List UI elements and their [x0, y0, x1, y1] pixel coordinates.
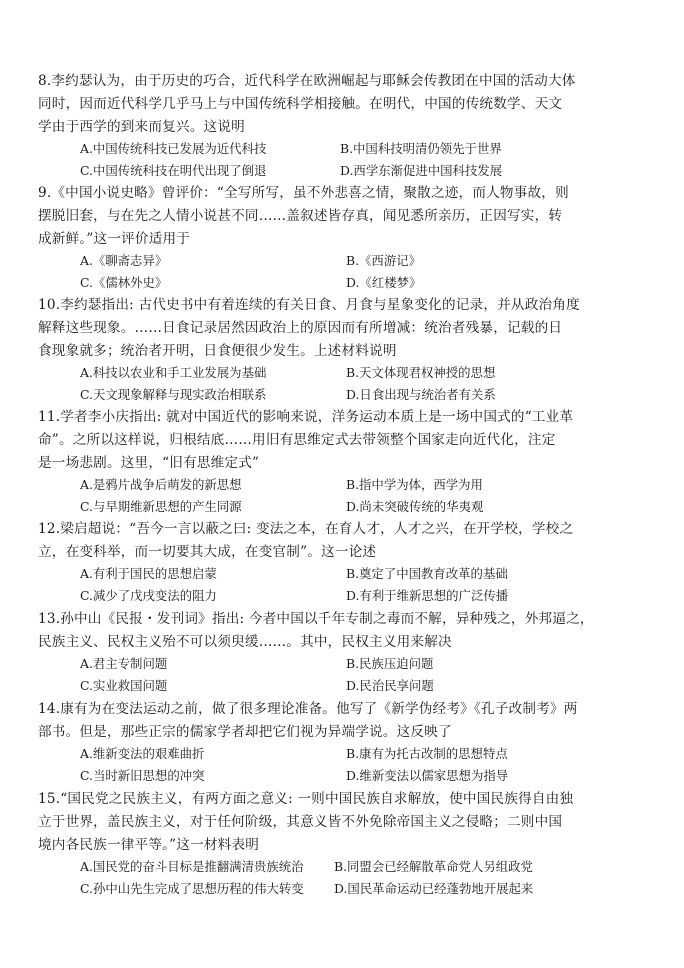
option-d: D.国民革命运动已经蓬勃地开展起来	[334, 881, 534, 896]
question-text-line: 14.康有为在变法运动之前，做了很多理论准备。他写了《新学伪经考》《孔子改制考》两	[38, 701, 578, 717]
option-c: C.实业救国问题	[80, 678, 168, 693]
option-d: D.民治民享问题	[346, 678, 434, 693]
question-text-line: 11.学者李小庆指出: 就对中国近代的影响来说，洋务运动本质上是一场中国式的“工业革	[38, 409, 574, 425]
question-text-line: 解释这些现象。……日食记录居然因政治上的原因而有所增减：统治者残暴，记载的日	[38, 320, 563, 336]
option-a: A.君主专制问题	[80, 656, 168, 671]
question-text-line: 9.《中国小说史略》曾评价：“全写所写，虽不外悲喜之情，聚散之迹，而人物事故，则	[38, 185, 569, 201]
option-b: B.指中学为体，西学为用	[346, 477, 483, 492]
question-text-line: 立，在变科举，而一切要其大成，在变官制”。这一论述	[38, 544, 377, 560]
option-d: D.尚未突破传统的华夷观	[346, 499, 484, 514]
option-a: A.维新变法的艰难曲折	[80, 746, 205, 761]
option-d: D.日食出现与统治者有关系	[346, 387, 496, 402]
question-text-line: 摆脱旧套，与在先之人情小说甚不同……盖叙述皆存真，闻见悉所亲历，正因写实，转	[38, 208, 563, 224]
option-c: C.天文现象解释与现实政治相联系	[80, 387, 267, 402]
question-text-line: 部书。但是，那些正宗的儒家学者却把它们视为异端学说。这反映了	[38, 724, 452, 740]
question-text-line: 15.“国民党之民族主义，有两方面之意义: 一则中国民族自求解放，使中国民族得自由独	[38, 791, 574, 807]
option-b: B.中国科技明清仍领先于世界	[340, 141, 502, 156]
option-d: D.维新变法以儒家思想为指导	[346, 768, 509, 783]
question-text-line: 学由于西学的到来而复兴。这说明	[38, 119, 245, 135]
question-text-line: 是一场悲剧。这里，“旧有思维定式”	[38, 455, 260, 471]
option-d: D.西学东渐促进中国科技发展	[340, 163, 503, 178]
option-b: B.奠定了中国教育改革的基础	[346, 566, 508, 581]
question-text-line: 10.李约瑟指出: 古代史书中有着连续的有关日食、月食与星象变化的记录，并从政治角度	[38, 297, 580, 313]
option-c: C.中国传统科技在明代出现了倒退	[80, 163, 267, 178]
option-a: A.是鸦片战争后萌发的新思想	[80, 477, 242, 492]
option-c: C.《儒林外史》	[80, 275, 168, 290]
option-b: B.《西游记》	[346, 253, 421, 268]
option-c: C.与早期维新思想的产生同源	[80, 499, 242, 514]
question-text-line: 命”。之所以这样说，归根结底……用旧有思维定式去带领整个国家走向近代化，注定	[38, 432, 556, 448]
question-text-line: 民族主义、民权主义殆不可以须臾缓……。其中，民权主义用来解决	[38, 634, 452, 650]
question-text-line: 13.孙中山《民报・发刊词》指出: 今者中国以千年专制之毒而不解，异种残之，外邦逼之，	[38, 611, 594, 627]
option-c: C.减少了戊戌变法的阻力	[80, 588, 217, 603]
question-text-line: 12.梁启超说：“吾今一言以蔽之曰: 变法之本，在育人才，人才之兴，在开学校，学校之	[38, 521, 574, 537]
option-b: B.天文体现君权神授的思想	[346, 365, 496, 380]
question-text-line: 立于世界，盖民族主义，对于任何阶级，其意义皆不外免除帝国主义之侵略；二则中国	[38, 814, 563, 830]
question-text-line: 食现象就多；统治者开明，日食便很少发生。上述材料说明	[38, 343, 397, 359]
question-text-line: 成新鲜。”这一评价适用于	[38, 231, 191, 247]
option-a: A.有利于国民的思想启蒙	[80, 566, 217, 581]
option-a: A.《聊斋志异》	[80, 253, 168, 268]
option-c: C.当时新旧思想的冲突	[80, 768, 205, 783]
option-a: A.科技以农业和手工业发展为基础	[80, 365, 267, 380]
option-b: B.民族压迫问题	[346, 656, 434, 671]
option-d: D.《红楼梦》	[346, 275, 422, 290]
question-text-line: 境内各民族一律平等。”这一材料表明	[38, 837, 260, 853]
option-c: C.孙中山先生完成了思想历程的伟大转变	[80, 881, 304, 896]
question-text-line: 8.李约瑟认为，由于历史的巧合，近代科学在欧洲崛起与耶稣会传教团在中国的活动大体	[38, 73, 576, 89]
option-a: A.国民党的奋斗目标是推翻满清贵族统治	[80, 859, 304, 874]
option-d: D.有利于维新思想的广泛传播	[346, 588, 509, 603]
question-text-line: 同时，因而近代科学几乎马上与中国传统科学相接触。在明代，中国的传统数学、天文	[38, 96, 563, 112]
option-b: B.康有为托古改制的思想特点	[346, 746, 508, 761]
option-a: A.中国传统科技已发展为近代科技	[80, 141, 267, 156]
option-b: B.同盟会已经解散革命党人另组政党	[334, 859, 533, 874]
